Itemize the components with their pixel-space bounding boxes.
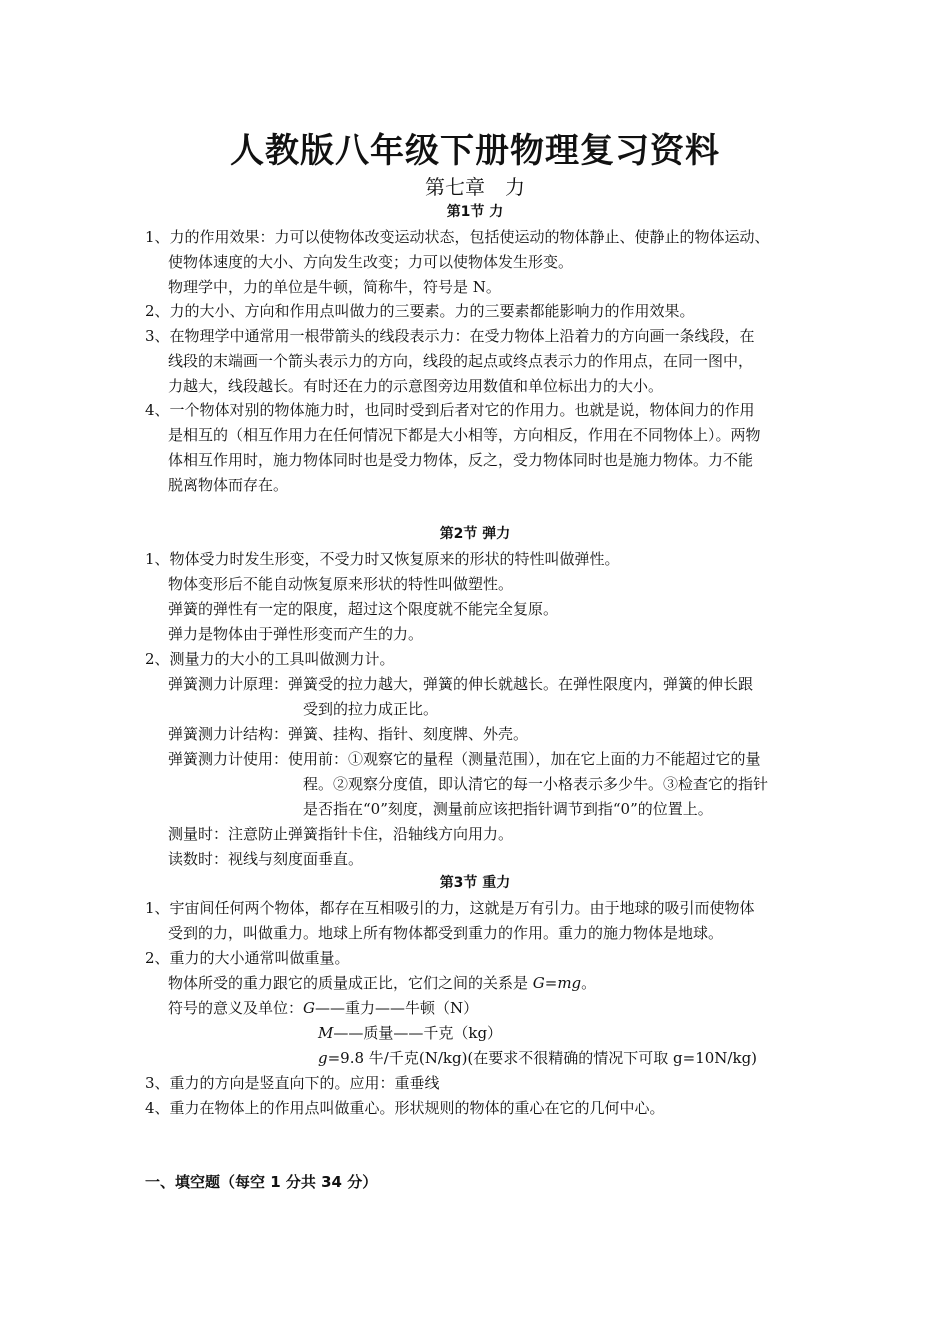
paragraph-line: 受到的拉力成正比。 — [303, 700, 439, 718]
paragraph-line: 是否指在“0”刻度，测量前应该把指针调节到指“0”的位置上。 — [303, 800, 713, 818]
paragraph-line: 物理学中，力的单位是牛顿，简称牛，符号是 N。 — [168, 278, 501, 296]
text-run: 符号的意义及单位： — [168, 999, 304, 1017]
text-run: 物体所受的重力跟它的质量成正比，它们之间的关系是 — [168, 974, 533, 992]
text-run: ——质量——千克（kg） — [333, 1024, 503, 1042]
paragraph-line: 弹簧测力计原理：弹簧受的拉力越大，弹簧的伸长就越长。在弹性限度内，弹簧的伸长跟 — [168, 675, 754, 693]
paragraph-line — [318, 1021, 502, 1045]
paragraph-line: 使物体速度的大小、方向发生改变；力可以使物体发生形变。 — [168, 253, 574, 271]
paragraph-line: 物体变形后不能自动恢复原来形状的特性叫做塑性。 — [168, 575, 514, 593]
paragraph-line: 弹簧测力计使用：使用前：①观察它的量程（测量范围），加在它上面的力不能超过它的量 — [168, 750, 761, 768]
exercise-heading: 一、填空题（每空 1 分共 34 分） — [145, 1173, 378, 1191]
formula: G=mg — [532, 974, 582, 992]
paragraph-line: 3、在物理学中通常用一根带箭头的线段表示力：在受力物体上沿着力的方向画一条线段，在 — [145, 327, 755, 345]
paragraph-line: 力越大，线段越长。有时还在力的示意图旁边用数值和单位标出力的大小。 — [168, 377, 664, 395]
paragraph-line: 程。②观察分度值，即认清它的每一小格表示多少牛。③检查它的指针 — [303, 775, 769, 793]
paragraph-line: 线段的末端画一个箭头表示力的方向，线段的起点或终点表示力的作用点，在同一图中， — [168, 352, 754, 370]
paragraph-line: 4、重力在物体上的作用点叫做重心。形状规则的物体的重心在它的几何中心。 — [145, 1099, 665, 1117]
paragraph-line: 3、重力的方向是竖直向下的。应用：重垂线 — [145, 1074, 440, 1092]
paragraph-line: 脱离物体而存在。 — [168, 476, 289, 494]
chapter-heading: 第七章 力 — [425, 175, 525, 199]
paragraph-line: 弹簧测力计结构：弹簧、挂构、指针、刻度牌、外壳。 — [168, 725, 529, 743]
section-3-heading: 第3节 重力 — [439, 875, 511, 891]
paragraph-line: 2、测量力的大小的工具叫做测力计。 — [145, 650, 395, 668]
paragraph-line — [318, 1046, 757, 1070]
paragraph-line: 受到的力，叫做重力。地球上所有物体都受到重力的作用。重力的施力物体是地球。 — [168, 924, 724, 942]
symbol: M — [318, 1024, 334, 1042]
paragraph-line — [168, 971, 596, 995]
paragraph-line: 4、一个物体对别的物体施力时，也同时受到后者对它的作用力。也就是说，物体间力的作用 — [145, 401, 755, 419]
paragraph-line: 1、物体受力时发生形变，不受力时又恢复原来的形状的特性叫做弹性。 — [145, 550, 620, 568]
paragraph-line — [168, 996, 478, 1020]
paragraph-line: 弹力是物体由于弹性形变而产生的力。 — [168, 625, 424, 643]
symbol: G — [303, 999, 315, 1017]
paragraph-line: 读数时：视线与刻度面垂直。 — [168, 850, 364, 868]
paragraph-line: 测量时：注意防止弹簧指针卡住，沿轴线方向用力。 — [168, 825, 514, 843]
paragraph-line: 2、重力的大小通常叫做重量。 — [145, 949, 350, 967]
text-run: =9.8 牛/千克(N/kg)(在要求不很精确的情况下可取 g=10N/kg) — [327, 1049, 758, 1067]
text-run: 。 — [581, 974, 597, 992]
section-2-heading: 第2节 弹力 — [439, 526, 511, 542]
symbol: g — [318, 1049, 328, 1067]
paragraph-line: 弹簧的弹性有一定的限度，超过这个限度就不能完全复原。 — [168, 600, 559, 618]
paragraph-line: 1、力的作用效果：力可以使物体改变运动状态，包括使运动的物体静止、使静止的物体运动、 — [145, 228, 770, 246]
paragraph-line: 1、宇宙间任何两个物体，都存在互相吸引的力，这就是万有引力。由于地球的吸引而使物体 — [145, 899, 755, 917]
section-1-heading: 第1节 力 — [446, 204, 504, 220]
text-run: ——重力——牛顿（N） — [315, 999, 479, 1017]
paragraph-line: 体相互作用时，施力物体同时也是受力物体，反之，受力物体同时也是施力物体。力不能 — [168, 451, 754, 469]
paragraph-line: 2、力的大小、方向和作用点叫做力的三要素。力的三要素都能影响力的作用效果。 — [145, 302, 695, 320]
page-title: 人教版八年级下册物理复习资料 — [230, 131, 720, 171]
paragraph-line: 是相互的（相互作用力在任何情况下都是大小相等，方向相反，作用在不同物体上）。两物 — [168, 426, 761, 444]
